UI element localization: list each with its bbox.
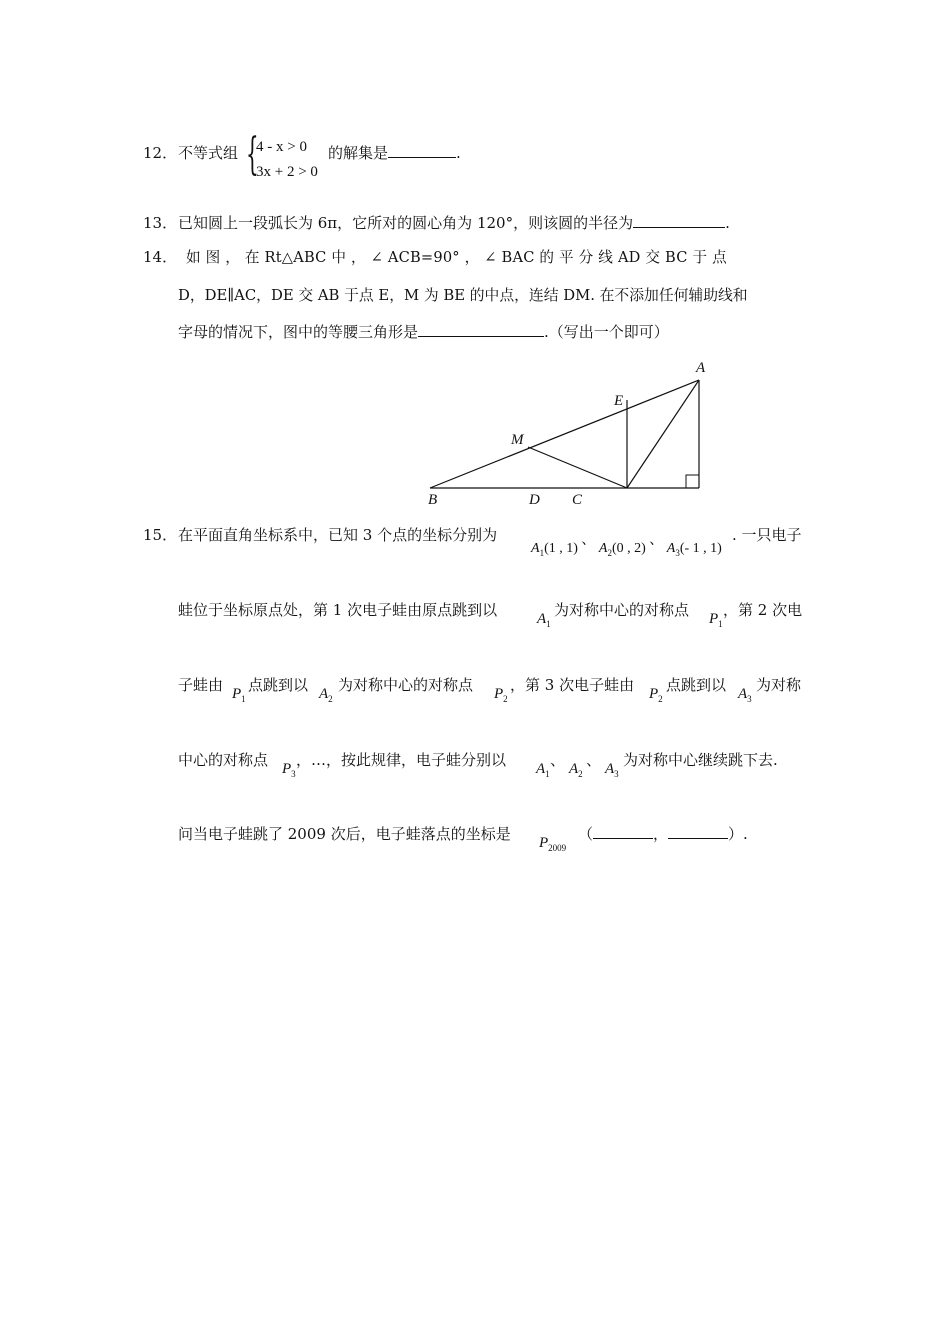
q15-l4-e: 为对称中心继续跳下去. bbox=[623, 751, 778, 769]
q12-after-text: 的解集是 bbox=[328, 144, 389, 162]
segment-DM bbox=[528, 447, 627, 488]
l3-P1-sub: 1 bbox=[241, 694, 246, 704]
q14-line-1: 如 图 ， 在 Rt△ABC 中 ， ∠ ACB=90° ， ∠ BAC 的 平 分 线 AD 交 BC 于 点 bbox=[186, 249, 727, 266]
l3-A3: A bbox=[738, 686, 748, 702]
l3-P2: P bbox=[494, 686, 504, 702]
q15-l2-P1 bbox=[709, 611, 723, 628]
point-A1-sub: 1 bbox=[539, 548, 545, 558]
q15-points bbox=[531, 533, 722, 558]
triangle-figure bbox=[420, 355, 720, 515]
point-A2-sub: 2 bbox=[607, 548, 612, 558]
label-B: B bbox=[428, 492, 438, 508]
q15-l2-c: ，第 2 次电 bbox=[723, 601, 803, 619]
q15-number: 15． bbox=[143, 526, 178, 544]
l4-A3: A bbox=[605, 761, 615, 777]
q15-l3-f: 为对称 bbox=[756, 676, 802, 694]
l4-P3-sub: 3 bbox=[291, 769, 296, 779]
l4-A1-sub: 1 bbox=[545, 769, 550, 779]
l4-A2: A bbox=[569, 761, 579, 777]
q12-end: . bbox=[456, 144, 461, 162]
segment-AB bbox=[430, 380, 699, 488]
q12-inequality-1: 4 - x > 0 bbox=[256, 139, 307, 155]
q13-number: 13． bbox=[143, 214, 178, 232]
q14-line-2: D，DE∥AC，DE 交 AB 于点 E，M 为 BE 的中点，连结 DM. 在不添加任何辅助线和 bbox=[178, 287, 748, 304]
q15-l4-A2 bbox=[569, 761, 583, 778]
q15-l5-a: 问当电子蛙跳了 2009 次后，电子蛙落点的坐标是 bbox=[178, 825, 511, 843]
point-A3-sub: 3 bbox=[675, 548, 680, 558]
right-angle-mark bbox=[686, 475, 699, 488]
l5-P: P bbox=[539, 835, 549, 851]
point-A1-coord: (1 , 1) bbox=[544, 541, 578, 556]
q15-l3-A3 bbox=[738, 686, 752, 703]
l3-A2-sub: 2 bbox=[328, 694, 333, 704]
sep-1: 、 bbox=[581, 533, 596, 548]
q12-after bbox=[328, 142, 461, 163]
sep-2: 、 bbox=[649, 533, 664, 548]
l4-A3-sub: 3 bbox=[614, 769, 619, 779]
q15-answer-x-blank[interactable] bbox=[593, 824, 653, 839]
l2-P: P bbox=[709, 611, 719, 627]
q15-l4-c: 、 bbox=[550, 751, 566, 769]
q15-l3-A2 bbox=[319, 686, 333, 703]
q15-l4-b: ，…，按此规律，电子蛙分别以 bbox=[296, 751, 507, 769]
l3-P1: P bbox=[232, 686, 242, 702]
q15-l3-d: ，第 3 次电子蛙由 bbox=[510, 676, 635, 694]
q15-l4-A3 bbox=[605, 761, 619, 778]
q15-line-1 bbox=[178, 524, 497, 545]
q15-answer-y-blank[interactable] bbox=[668, 824, 728, 839]
point-A2-coord: (0 , 2) bbox=[611, 541, 646, 556]
q12-answer-blank[interactable] bbox=[388, 143, 456, 158]
q15-l1-end: . 一只电子 bbox=[732, 526, 802, 544]
q15-l4-A1 bbox=[536, 761, 550, 778]
l3-P2b: P bbox=[649, 686, 659, 702]
q15-l3-a: 子蛙由 bbox=[178, 676, 224, 694]
q15-l3-c: 为对称中心的对称点 bbox=[338, 676, 474, 694]
l5-close-paren: ）. bbox=[728, 825, 748, 843]
l3-P2-sub: 2 bbox=[503, 694, 508, 704]
segment-AD bbox=[627, 380, 699, 488]
label-A: A bbox=[696, 360, 706, 376]
point-A2: A bbox=[598, 541, 608, 556]
l5-comma: ， bbox=[653, 825, 669, 843]
q15-l4-P3 bbox=[282, 761, 296, 778]
label-M: M bbox=[511, 432, 524, 448]
q15-l2-A1 bbox=[537, 611, 551, 628]
l2-A: A bbox=[537, 611, 547, 627]
l5-P-sub: 2009 bbox=[548, 843, 567, 853]
point-A1: A bbox=[531, 541, 540, 556]
q14-line-3-end: .（写出一个即可） bbox=[544, 323, 669, 341]
q13-end: . bbox=[725, 214, 730, 232]
q15-l2-b: 为对称中心的对称点 bbox=[554, 601, 690, 619]
label-C: C bbox=[572, 492, 583, 508]
q15-l2-a: 蛙位于坐标原点处，第 1 次电子蛙由原点跳到以 bbox=[178, 601, 498, 619]
q15-l3-e: 点跳到以 bbox=[666, 676, 727, 694]
l3-A3-sub: 3 bbox=[747, 694, 752, 704]
q13-answer-blank[interactable] bbox=[633, 213, 725, 228]
q15-l4-d: 、 bbox=[586, 751, 602, 769]
q13-text: 已知圆上一段弧长为 6π，它所对的圆心角为 120°，则该圆的半径为 bbox=[178, 214, 634, 232]
l5-open-paren: （ bbox=[578, 825, 594, 843]
l4-A1: A bbox=[536, 761, 546, 777]
l2-A-sub: 1 bbox=[546, 619, 551, 629]
point-A3-coord: (- 1 , 1) bbox=[679, 541, 722, 556]
point-A3: A bbox=[666, 541, 676, 556]
q15-l1-text: 在平面直角坐标系中，已知 3 个点的坐标分别为 bbox=[178, 526, 498, 544]
l4-A2-sub: 2 bbox=[578, 769, 583, 779]
q15-l4-a: 中心的对称点 bbox=[178, 751, 269, 769]
l2-P-sub: 1 bbox=[718, 619, 723, 629]
l3-P2b-sub: 2 bbox=[658, 694, 663, 704]
l4-P3: P bbox=[282, 761, 292, 777]
q12-number: 12． bbox=[143, 144, 178, 162]
q14-line-3-text: 字母的情况下，图中的等腰三角形是 bbox=[178, 323, 419, 341]
q15-l5-answer bbox=[578, 823, 748, 844]
q15-l3-P2 bbox=[494, 686, 508, 703]
q14-answer-blank[interactable] bbox=[418, 322, 544, 337]
label-E: E bbox=[614, 393, 624, 409]
q12-inequality-2: 3x + 2 > 0 bbox=[256, 164, 318, 180]
q13-line bbox=[178, 212, 730, 233]
q14-number: 14． bbox=[143, 248, 178, 266]
q15-l3-b: 点跳到以 bbox=[248, 676, 309, 694]
label-D: D bbox=[529, 492, 540, 508]
q15-l3-P2b bbox=[649, 686, 663, 703]
system-brace: { bbox=[246, 129, 259, 180]
l3-A2: A bbox=[319, 686, 329, 702]
q14-line-3 bbox=[178, 321, 669, 342]
q15-l5-P2009 bbox=[539, 835, 566, 852]
q15-l3-P1 bbox=[232, 686, 246, 703]
q12-text: 不等式组 bbox=[178, 144, 239, 162]
